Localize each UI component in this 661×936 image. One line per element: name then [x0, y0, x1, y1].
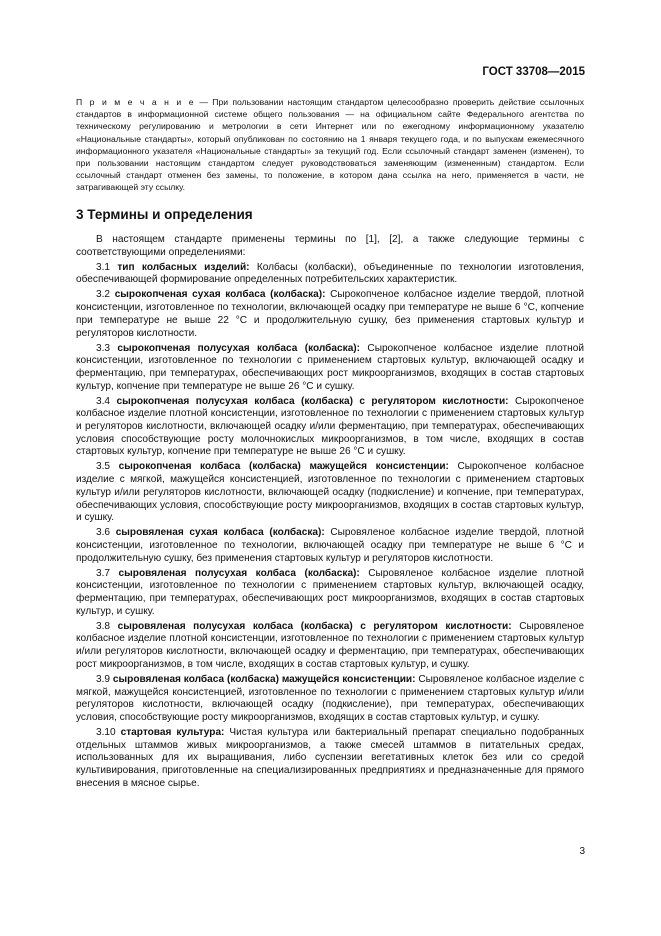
term-definition: Сырокопченое колбасное изделие твердой, плотной консистенции, изготовленное по технологии, включающей осадку при температуре не выше 6 °С, копчение при температуре не выше 22 °С и продолжительную сушку, без применения стартовых культур и регуляторов кислотности. [76, 289, 584, 339]
term-name: сырокопченая полусухая колбаса (колбаска): [117, 342, 361, 354]
term-name: сыровяленая колбаса (колбаска) мажущейся консистенции: [112, 673, 416, 685]
term-entry [76, 621, 584, 672]
term-entry [76, 343, 584, 394]
term-definition: Колбасы (колбаски), объединенные по технологии изготовления, обеспечивающей формирование определенных потребительских характеристик. [76, 261, 584, 286]
term-name: стартовая культура: [120, 726, 225, 738]
term-definition: Чистая культура или бактериальный препарат специально подобранных отдельных штаммов живых микроорганизмов, а также смесей штаммов в питательных средах, использованных для их выращивания, либо суспензии вегетативных клеток без или со средой культивирования, приготовленные на специализированных предприятиях и предназначенные для прямого внесения в мясное сырье. [76, 726, 584, 789]
page-number: 3 [579, 846, 585, 857]
term-definition: Сыровяленое колбасное изделие плотной консистенции, изготовленное по технологии с применением стартовых культур, включающей осадку, ферментацию, при температурах, обеспечивающих рост микроорганизмов, входящих в состав стартовых культур, и сушку. [76, 567, 585, 617]
term-entry [76, 568, 584, 619]
term-entry [76, 674, 584, 725]
term-name: сыровяленая полусухая колбаса (колбаска) с регулятором кислотности: [117, 620, 512, 632]
term-number: 3.4 [96, 395, 111, 407]
term-definition: Сыровяленое колбасное изделие твердой, плотной консистенции, изготовленное по технологии, включающей осадку при температуре не выше 6 °С и продолжительную сушку, без применения стартовых культур и регуляторов кислотности. [76, 527, 584, 564]
term-number: 3.2 [96, 289, 111, 301]
term-name: сырокопченая колбаса (колбаска) мажущейся консистенции: [118, 461, 449, 473]
term-definition: Сырокопченое колбасное изделие с мягкой, мажущейся консистенцией, изготовленное по технологии с применением стартовых культур и/или регуляторов кислотности, включающей осадку (подкисление) и копчение, при температурах, обеспечивающих условия, способствующие росту микроорганизмов, входящих в состав стартовых культур, и сушку. [76, 461, 584, 524]
note-text: — При пользовании настоящим стандартом целесообразно проверить действие ссылочных стандартов в информационной системе общего пользования — на официальном сайте Федерального агентства по техническому регулированию и метрологии в сети Интернет или по ежегодному информационному указателю «Национальные стандарты», который опубликован по состоянию на 1 января текущего года, и по выпускам ежемесячного информационного указателя «Национальные стандарты» за текущий год. Если ссылочный стандарт заменен (изменен), то при пользовании настоящим стандартом следует руководствоваться заменяющим (измененным) стандартом. Если ссылочный стандарт отменен без замены, то положение, в котором дана ссылка на него, применяется в части, не затрагивающей эту ссылку. [76, 97, 585, 193]
term-name: сыровяленая полусухая колбаса (колбаска): [118, 567, 360, 579]
term-entry [76, 262, 584, 287]
intro-text: В настоящем стандарте применены термины по [1], [2], а также следующие термины с соответствующими определениями: [76, 234, 584, 258]
term-definition: Сыровяленое колбасное изделие плотной консистенции, изготовленное по технологии с применением стартовых культур и/или регуляторов кислотности, включающей осадку и ферментацию, при температурах, обеспечивающих рост микроорганизмов, в том числе, входящих в состав стартовых культур, и сушку. [76, 620, 584, 670]
term-number: 3.9 [96, 673, 111, 685]
term-entry [76, 527, 584, 565]
term-number: 3.3 [96, 342, 111, 354]
term-name: сыровяленая сухая колбаса (колбаска): [115, 527, 325, 539]
term-name: сырокопченая полусухая колбаса (колбаска) с регулятором кислотности: [116, 395, 509, 407]
term-entry [76, 396, 584, 460]
term-definition: Сырокопченое колбасное изделие плотной консистенции, изготовленное по технологии с применением стартовых культур, включающей осадку и ферментацию, при температурах, обеспечивающих рост микроорганизмов, входящих в состав стартовых культур, копчение при температуре не выше 26 °С и сушку. [76, 342, 584, 392]
section-title: 3 Термины и определения [76, 207, 253, 222]
intro-paragraph [76, 234, 584, 259]
term-number: 3.10 [96, 726, 116, 738]
term-name: сырокопченая сухая колбаса (колбаска): [114, 289, 326, 301]
note-label: П р и м е ч а н и е [76, 97, 196, 107]
terms-list [76, 262, 584, 791]
term-definition: Сыровяленое колбасное изделие с мягкой, мажущейся консистенцией, изготовленное по технологии с применением стартовых культур и/или регуляторов кислотности, включающей осадку (подкисление), при температурах, обеспечивающих условия, способствующие росту микроорганизмов, входящих в состав стартовых культур, и сушку. [76, 673, 584, 723]
term-definition: Сырокопченое колбасное изделие плотной консистенции, изготовленное по технологии с применением стартовых культур и регуляторов кислотности, включающей осадку и/или ферментацию, при температурах, обеспечивающих условия способствующие росту молочнокислых микроорганизмов, в том числе, входящих в состав стартовых культур, копчение при температуре не выше 26 °С и сушку. [76, 395, 585, 458]
term-entry [76, 727, 584, 791]
terms-body [76, 234, 584, 793]
reference-note [76, 96, 584, 194]
term-entry [76, 461, 584, 525]
term-number: 3.1 [96, 261, 111, 273]
document-code-header: ГОСТ 33708—2015 [482, 66, 585, 78]
term-name: тип колбасных изделий: [117, 261, 250, 273]
term-number: 3.7 [96, 567, 111, 579]
term-number: 3.8 [96, 620, 111, 632]
term-number: 3.5 [96, 461, 111, 473]
term-number: 3.6 [96, 527, 111, 539]
term-entry [76, 289, 584, 340]
